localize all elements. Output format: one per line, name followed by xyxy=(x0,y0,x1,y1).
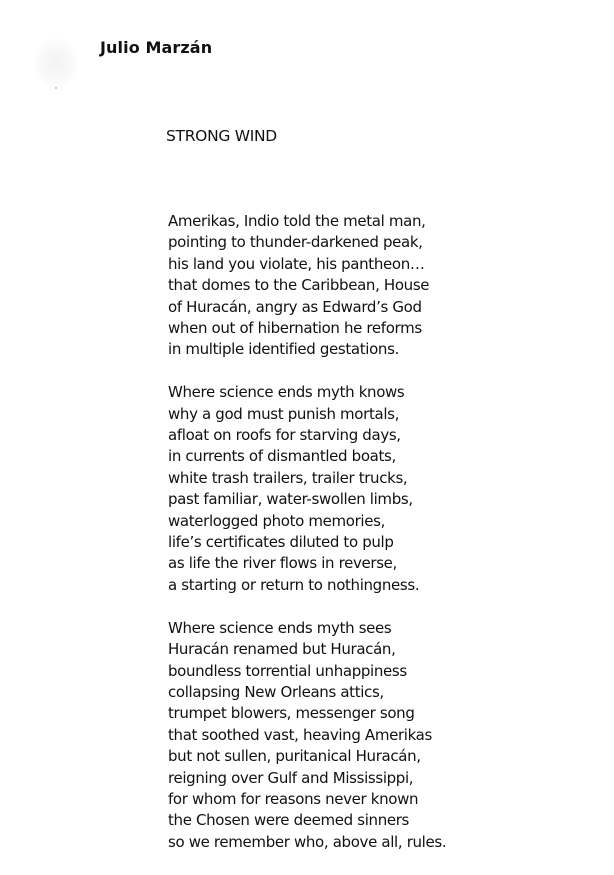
poem-line: his land you violate, his pantheon… xyxy=(168,254,425,273)
poem-line: Amerikas, Indio told the metal man, xyxy=(168,212,426,230)
poem-line: past familiar, water-swollen limbs, xyxy=(168,490,413,509)
poem-line: in multiple identified gestations. xyxy=(168,340,399,359)
poem-line: pointing to thunder-darkened peak, xyxy=(168,233,423,252)
stanza xyxy=(168,382,446,596)
poem-line: for whom for reasons never known xyxy=(168,789,419,808)
poem-line: Where science ends myth knows xyxy=(168,383,405,402)
stanza xyxy=(168,618,446,853)
poem-line: as life the river flows in reverse, xyxy=(168,554,397,573)
stanza xyxy=(168,211,446,361)
poem-line: but not sullen, puritanical Huracán, xyxy=(168,747,421,766)
poem-line: of Huracán, angry as Edward’s God xyxy=(168,297,422,316)
poem-line: trumpet blowers, messenger song xyxy=(168,704,415,723)
poem-line: collapsing New Orleans attics, xyxy=(168,682,384,701)
poem-line: afloat on roofs for starving days, xyxy=(168,426,401,445)
poem-line: so we remember who, above all, rules. xyxy=(168,832,447,851)
poem-line: waterlogged photo memories, xyxy=(168,511,386,530)
poem-line: the Chosen were deemed sinners xyxy=(168,811,410,830)
poem-line: Huracán renamed but Huracán, xyxy=(168,640,396,659)
poem-line: Where science ends myth sees xyxy=(168,618,392,637)
poem-line: white trash trailers, trailer trucks, xyxy=(168,468,408,487)
poem-title: STRONG WIND xyxy=(166,127,277,145)
page-speck xyxy=(55,87,57,89)
poem-line: a starting or return to nothingness. xyxy=(168,575,420,594)
poem-line: why a god must punish mortals, xyxy=(168,404,400,423)
author-name: Julio Marzán xyxy=(100,38,213,57)
poem-line: in currents of dismantled boats, xyxy=(168,447,396,466)
poem-line: boundless torrential unhappiness xyxy=(168,661,407,680)
poem-body xyxy=(168,211,446,875)
page-smudge xyxy=(34,38,78,88)
poem-line: that soothed vast, heaving Amerikas xyxy=(168,725,432,744)
poem-line: life’s certificates diluted to pulp xyxy=(168,533,394,552)
poem-line: reigning over Gulf and Mississippi, xyxy=(168,768,414,787)
poem-line: when out of hibernation he reforms xyxy=(168,319,422,338)
poem-line: that domes to the Caribbean, House xyxy=(168,276,430,295)
